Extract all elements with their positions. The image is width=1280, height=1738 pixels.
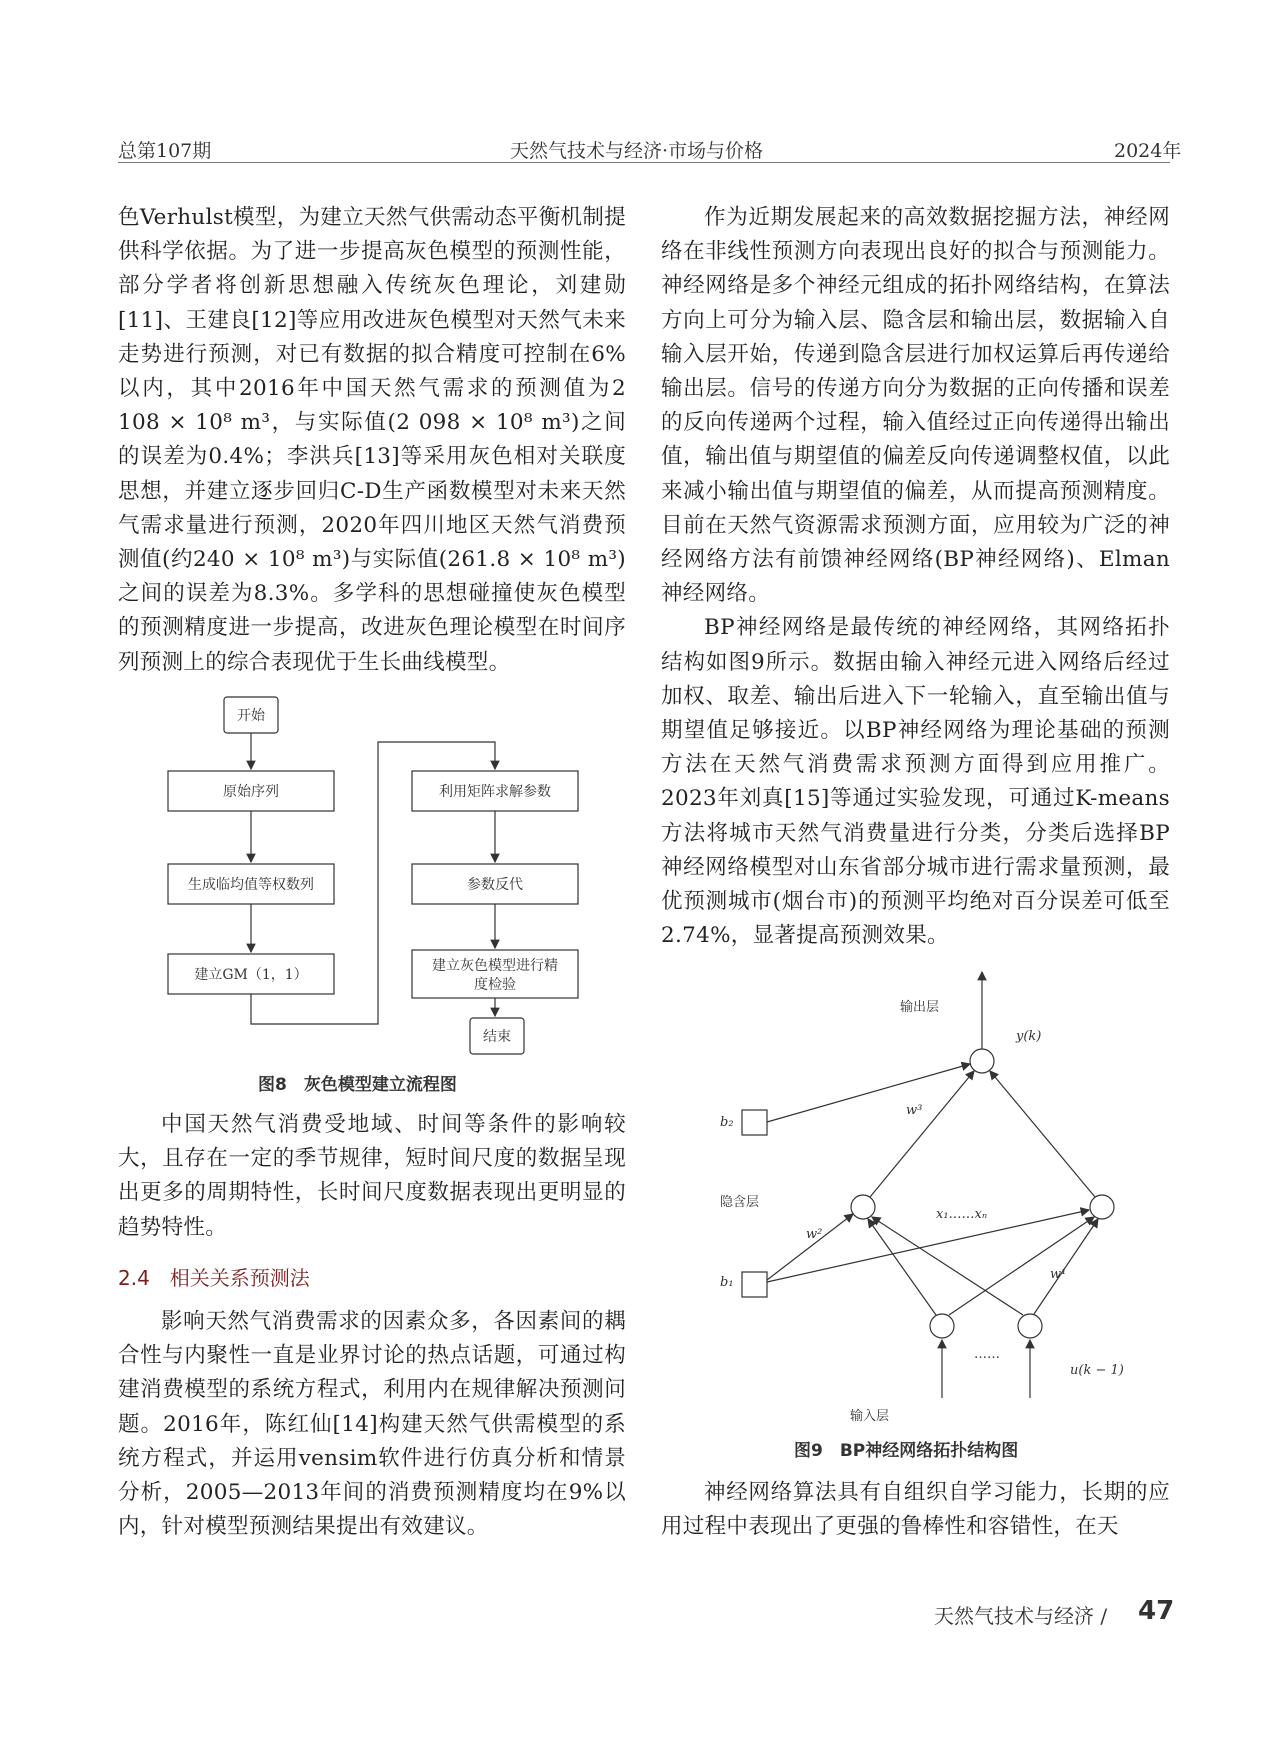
running-header-journal: 天然气技术与经济·市场与价格 <box>510 140 764 162</box>
label-output-layer: 输出层 <box>900 1000 940 1015</box>
label-dots: …… <box>974 1347 1000 1362</box>
label-original-sequence: 原始序列 <box>223 784 279 800</box>
label-model-check-1: 建立灰色模型进行精 <box>432 958 558 974</box>
label-solve-params: 利用矩阵求解参数 <box>439 784 551 800</box>
paragraph: 神经网络算法具有自组织自学习能力，长期的应用过程中表现出了更强的鲁棒性和容错性，在天 <box>661 1480 1170 1540</box>
label-b2: b₂ <box>720 1115 734 1130</box>
left-column-bottom-2 <box>118 1305 626 1544</box>
left-column-bottom-1 <box>118 1108 626 1245</box>
bias-b1 <box>742 1272 767 1297</box>
label-hidden-layer: 隐含层 <box>720 1195 760 1210</box>
input-neuron-2 <box>1018 1314 1042 1338</box>
label-model-check-2: 度检验 <box>474 977 516 993</box>
label-w2: w² <box>806 1227 823 1242</box>
input-neuron-1 <box>930 1314 954 1338</box>
left-column-top <box>118 201 626 680</box>
right-column-top <box>661 201 1170 953</box>
paragraph: 影响天然气消费需求的因素众多，各因素间的耦合性与内聚性一直是业界讨论的热点话题，可通过构建消费模型的系统方程式，利用内在规律解决预测问题。2016年，陈红仙[14]构建天然气供需模型的系统方程式，并运用vensim软件进行仿真分析和情景分析，2005—2013年间的消费预测精度均在9%以内，针对模型预测结果提出有效建议。 <box>118 1309 626 1540</box>
right-column-bottom <box>661 1476 1170 1544</box>
label-generate-mean: 生成临均值等权数列 <box>188 877 314 893</box>
label-input-layer: 输入层 <box>850 1409 890 1424</box>
label-w1: w¹ <box>1050 1267 1067 1282</box>
figure-8-caption: 图8 灰色模型建立流程图 <box>258 1075 457 1095</box>
label-x: x₁……xₙ <box>936 1207 988 1222</box>
section-heading: 2.4 相关关系预测法 <box>118 1266 310 1290</box>
paragraph: BP神经网络是最传统的神经网络，其网络拓扑结构如图9所示。数据由输入神经元进入网络后经过加权、取差、输出后进入下一轮输入，直至输出值与期望值足够接近。以BP神经网络为理论基础的预测方法在天然气消费需求预测方面得到应用推广。2023年刘真[15]等通过实验发现，可通过K-means方法将城市天然气消费量进行分类，分类后选择BP神经网络模型对山东省部分城市进行需求量预测，最优预测城市(烟台市)的预测平均绝对百分误差可低至2.74%，显著提高预测效果。 <box>661 615 1170 949</box>
label-build-gm: 建立GM（1，1） <box>194 967 308 983</box>
label-end: 结束 <box>483 1029 511 1045</box>
paragraph: 作为近期发展起来的高效数据挖掘方法，神经网络在非线性预测方向表现出良好的拟合与预测能力。神经网络是多个神经元组成的拓扑网络结构，在算法方向上可分为输入层、隐含层和输出层，数据输入自输入层开始，传递到隐含层进行加权运算后再传递给输出层。信号的传递方向分为数据的正向传播和误差的反向传递两个过程，输入值经过正向传递得出输出值，输出值与期望值的偏差反向传递调整权值，以此来减小输出值与期望值的偏差，从而提高预测精度。目前在天然气资源需求预测方面，应用较为广泛的神经网络方法有前馈神经网络(BP神经网络)、Elman神经网络。 <box>661 205 1170 607</box>
label-params-back: 参数反代 <box>467 877 523 893</box>
label-yk: y(k) <box>1016 1029 1042 1044</box>
output-neuron <box>970 1049 994 1073</box>
page-number: 47 <box>1138 1596 1175 1626</box>
figure-8-flowchart <box>160 690 600 1062</box>
figure-9-caption: 图9 BP神经网络拓扑结构图 <box>794 1441 1019 1461</box>
running-header-year: 2024年 <box>1114 140 1182 162</box>
paragraph: 色Verhulst模型，为建立天然气供需动态平衡机制提供科学依据。为了进一步提高灰色模型的预测性能，部分学者将创新思想融入传统灰色理论，刘建勋[11]、王建良[12]等应用改进灰色模型对天然气未来走势进行预测，对已有数据的拟合精度可控制在6%以内，其中2016年中国天然气需求的预测值为2 108 × 10⁸ m³，与实际值(2 098 × 10⁸ m³)之间的误差为0.4%；李洪兵[13]等采用灰色相对关联度思想，并建立逐步回归C-D生产函数模型对未来天然气需求量进行预测，2020年四川地区天然气消费预测值(约240 × 10⁸ m³)与实际值(261.8 × 10⁸ m³)之间的误差为8.3%。多学科的思想碰撞使灰色模型的预测精度进一步提高，改进灰色理论模型在时间序列预测上的综合表现优于生长曲线模型。 <box>118 205 626 675</box>
label-w3: w³ <box>906 1103 923 1118</box>
label-start: 开始 <box>237 708 265 724</box>
label-b1: b₁ <box>720 1275 734 1290</box>
paragraph: 中国天然气消费受地域、时间等条件的影响较大，且存在一定的季节规律，短时间尺度的数据呈现出更多的周期特性，长时间尺度数据表现出更明显的趋势特性。 <box>118 1112 626 1240</box>
bias-b2 <box>742 1110 767 1135</box>
figure-9-bp-network <box>700 960 1170 1430</box>
hidden-neuron-2 <box>1090 1195 1114 1219</box>
hidden-neuron-1 <box>851 1195 875 1219</box>
label-u: u(k − 1) <box>1070 1363 1124 1378</box>
footer-journal: 天然气技术与经济 / <box>934 1604 1108 1628</box>
running-header-issue: 总第107期 <box>118 140 212 162</box>
header-rule <box>118 162 1170 163</box>
